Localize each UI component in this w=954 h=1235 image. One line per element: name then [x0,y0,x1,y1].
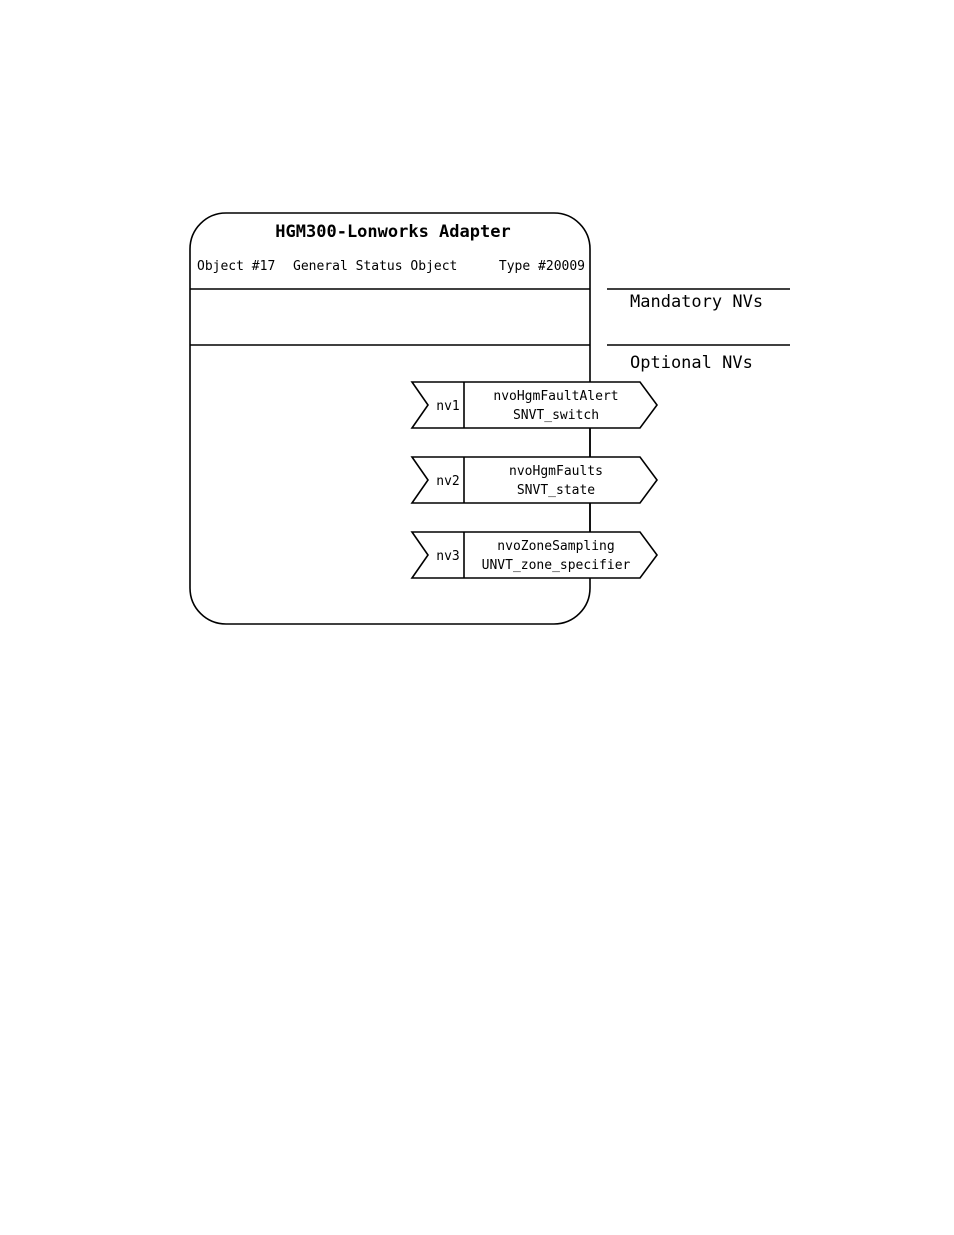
nv-type: SNVT_switch [512,408,600,423]
nv-type: UNVT_zone_specifier [481,558,631,573]
nv-id: nv1 [436,399,460,414]
object-number: Object #17 [197,259,276,274]
nv-item [412,382,657,428]
nv-id: nv3 [436,549,460,564]
nv-name: nvoHgmFaultAlert [493,389,619,404]
nv-id: nv2 [436,474,460,489]
object-name: General Status Object [293,259,458,274]
nv-type: SNVT_state [516,483,596,498]
object-title: HGM300-Lonworks Adapter [275,222,511,242]
nv-name: nvoHgmFaults [509,464,603,479]
object-type-number: Type #20009 [498,259,585,274]
nv-list [412,382,657,578]
optional-nvs-label: Optional NVs [630,353,753,373]
nv-name: nvoZoneSampling [497,539,615,554]
mandatory-nvs-label: Mandatory NVs [630,292,764,312]
